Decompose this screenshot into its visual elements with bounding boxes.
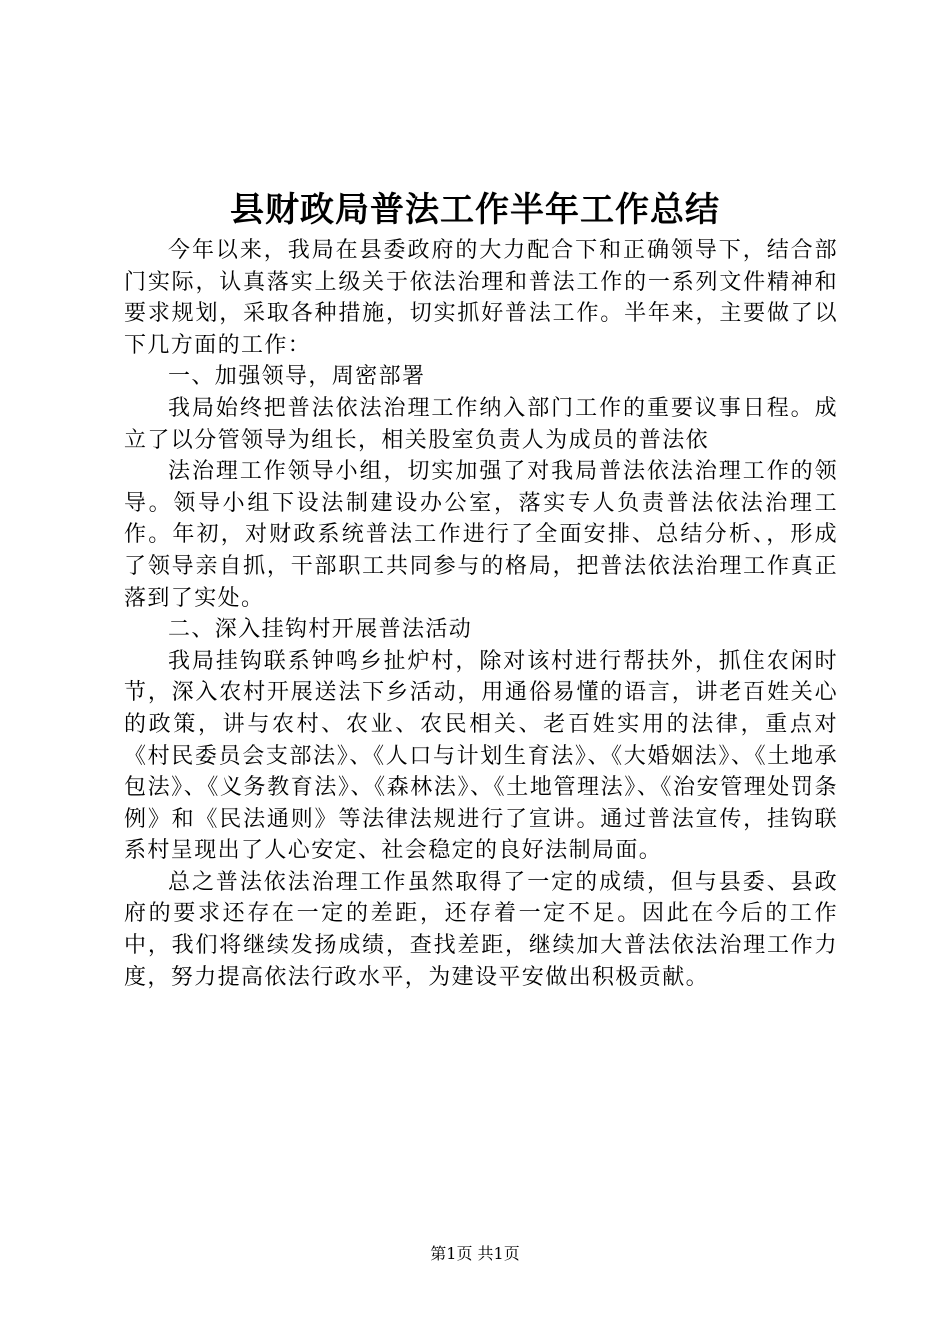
page-footer: 第1页 共1页 <box>430 1244 520 1263</box>
paragraph-conclusion: 总之普法依法治理工作虽然取得了一定的成绩，但与县委、县政府的要求还存在一定的差距，还存着一定不足。因此在今后的工作中，我们将继续发扬成绩，查找差距，继续加大普法依法治理工作力度，努力提高依法行政水平，为建设平安做出积极贡献。 <box>124 869 838 990</box>
section-heading-1: 一、加强领导，周密部署 <box>168 364 426 390</box>
paragraph-section-2: 我局挂钩联系钟鸣乡扯炉村，除对该村进行帮扶外，抓住农闲时节，深入农村开展送法下乡活动，用通俗易懂的语言，讲老百姓关心的政策，讲与农村、农业、农民相关、老百姓实用的法律，重点对《村民委员会支部法》、《人口与计划生育法》、《大婚姻法》、《土地承包法》、《义务教育法》、《森林法》、《土地管理法》、《治安管理处罚条例》和《民法通则》等法律法规进行了宣讲。通过普法宣传，挂钩联系村呈现出了人心安定、社会稳定的良好法制局面。 <box>124 648 838 864</box>
section-heading-2: 二、深入挂钩村开展普法活动 <box>168 617 473 643</box>
paragraph-section-1a: 我局始终把普法依法治理工作纳入部门工作的重要议事日程。成立了以分管领导为组长，相关股室负责人为成员的普法依 <box>124 395 838 453</box>
document-title: 县财政局普法工作半年工作总结 <box>230 190 720 230</box>
document-body <box>124 235 838 993</box>
paragraph-section-1b: 法治理工作领导小组，切实加强了对我局普法依法治理工作的领导。领导小组下设法制建设办公室，落实专人负责普法依法治理工作。年初，对财政系统普法工作进行了全面安排、总结分析、，形成了领导亲自抓，干部职工共同参与的格局，把普法依法治理工作真正落到了实处。 <box>124 459 838 611</box>
paragraph-intro: 今年以来，我局在县委政府的大力配合下和正确领导下，结合部门实际，认真落实上级关于依法治理和普法工作的一系列文件精神和要求规划，采取各种措施，切实抓好普法工作。半年来，主要做了以下几方面的工作： <box>124 238 838 358</box>
